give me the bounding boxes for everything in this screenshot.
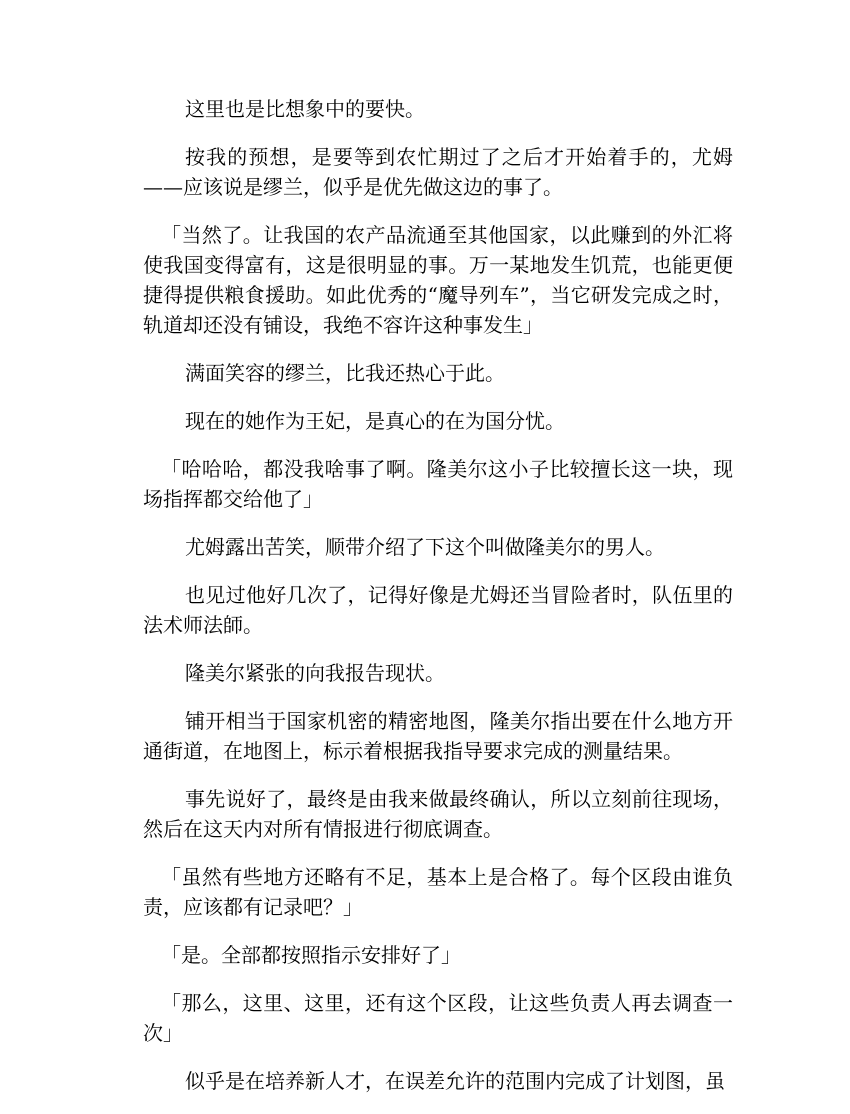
- paragraph: 尤姆露出苦笑，顺带介绍了下这个叫做隆美尔的男人。: [185, 535, 665, 559]
- paragraph: 这里也是比想象中的要快。: [185, 97, 425, 121]
- document-body: [143, 94, 733, 1114]
- dialogue-paragraph: 「是。全部都按照指示安排好了」: [161, 943, 461, 967]
- dialogue-paragraph: 「虽然有些地方还略有不足，基本上是合格了。每个区段由谁负责，应该都有记录吧？」: [143, 865, 733, 919]
- dialogue-paragraph: 「当然了。让我国的农产品流通至其他国家，以此赚到的外汇将使我国变得富有，这是很明显的事。万一某地发生饥荒，也能更便捷得提供粮食援助。如此优秀的“魔导列车”，当它研发完成之时，轨道却还没有铺设，我绝不容许这种事发生」: [143, 223, 733, 337]
- paragraph: 似乎是在培养新人才，在误差允许的范围内完成了计划图，虽: [185, 1069, 725, 1093]
- paragraph: 也见过他好几次了，记得好像是尤姆还当冒险者时，队伍里的法术师法師。: [143, 583, 733, 637]
- paragraph: 铺开相当于国家机密的精密地图，隆美尔指出要在什么地方开通街道，在地图上，标示着根据我指导要求完成的测量结果。: [143, 709, 733, 763]
- paragraph: 按我的预想，是要等到农忙期过了之后才开始着手的，尤姆——应该说是缪兰，似乎是优先做这边的事了。: [143, 145, 733, 199]
- dialogue-paragraph: 「那么，这里、这里，还有这个区段，让这些负责人再去调查一次」: [143, 991, 733, 1045]
- paragraph: 事先说好了，最终是由我来做最终确认，所以立刻前往现场，然后在这天内对所有情报进行彻底调查。: [143, 787, 733, 841]
- dialogue-paragraph: 「哈哈哈，都没我啥事了啊。隆美尔这小子比较擅长这一块，现场指挥都交给他了」: [143, 457, 733, 511]
- paragraph: 隆美尔紧张的向我报告现状。: [185, 661, 445, 685]
- paragraph: 现在的她作为王妃，是真心的在为国分忧。: [185, 409, 565, 433]
- paragraph: 满面笑容的缪兰，比我还热心于此。: [185, 361, 505, 385]
